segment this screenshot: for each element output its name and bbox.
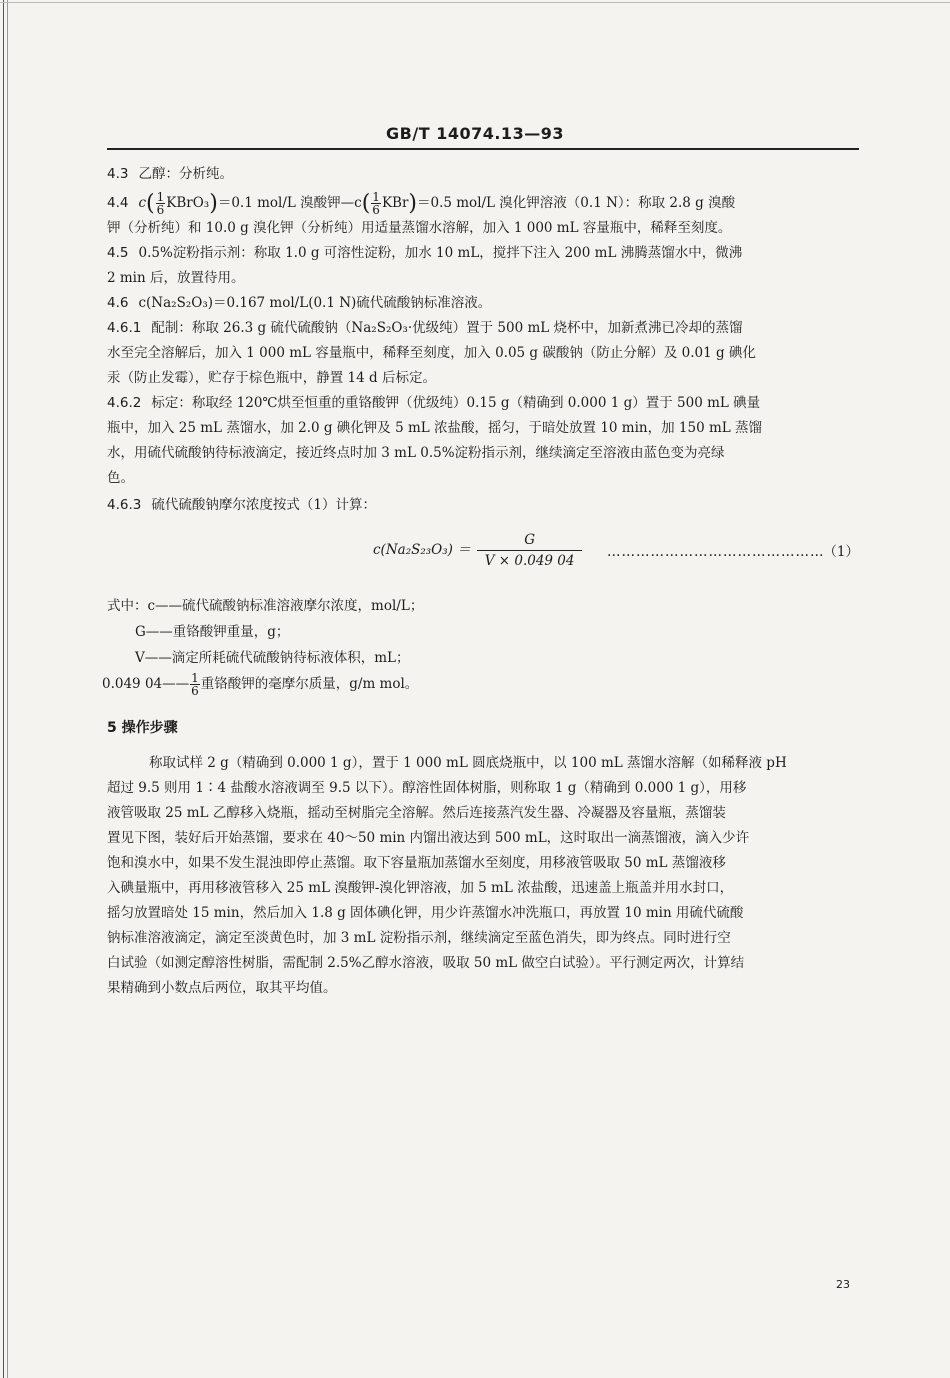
fraction-numerator: 1: [191, 671, 199, 685]
section-5-line: 钠标准溶液滴定，滴定至淡黄色时，加 3 mL 淀粉指示剂，继续滴定至蓝色消失，即为终点。同时进行空: [107, 930, 731, 946]
paren-close: ): [408, 191, 417, 216]
fraction-numerator: 1: [372, 190, 380, 204]
paren-open: (: [146, 191, 155, 216]
paren-close: ): [209, 191, 218, 216]
standard-number-header: GB/T 14074.13—93: [386, 124, 564, 143]
scan-edge-top: [0, 2, 950, 3]
item-4-6-3: [107, 493, 859, 518]
item-number: 4.6.1: [107, 320, 142, 336]
item-text: c(Na₂S₂O₃)＝0.167 mol/L(0.1 N)硫代硫酸钠标准溶液。: [138, 295, 492, 311]
equation-body: [373, 530, 582, 571]
section-5-line: 置见下图，装好后开始蒸馏，要求在 40～50 min 内馏出液达到 500 mL，这时取出一滴蒸馏液，滴入少许: [107, 830, 750, 846]
legend-row-g: G——重铬酸钾重量，g；: [135, 624, 290, 640]
equation-leader-dots: ………………………………………: [607, 544, 825, 560]
variable-legend: [102, 594, 859, 702]
equation-number: （1）: [823, 544, 859, 560]
document-body: [102, 162, 859, 1001]
fraction-numerator: 1: [156, 190, 165, 204]
item-4-4-line2: 钾（分析纯）和 10.0 g 溴化钾（分析纯）用适量蒸馏水溶解，加入 1 000 mL 容量瓶中，稀释至刻度。: [107, 220, 732, 236]
item-4-6-1-line2: 水至完全溶解后，加入 1 000 mL 容量瓶中，稀释至刻度，加入 0.05 g 碳酸钠（防止分解）及 0.01 g 碘化: [107, 345, 756, 361]
item-number: 4.5: [107, 245, 129, 261]
page-number: 23: [836, 1278, 850, 1291]
fraction-one-sixth: [190, 672, 200, 697]
item-4-6: [107, 291, 859, 316]
scan-edge: [3, 0, 4, 1378]
equation-fraction: [477, 530, 583, 571]
item-number: 4.6.3: [107, 497, 142, 513]
item-text: 硫代硫酸钠摩尔浓度按式（1）计算：: [151, 497, 376, 513]
section-5-line: 摇匀放置暗处 15 min，然后加入 1.8 g 固体碘化钾，用少许蒸馏水冲洗瓶口，再放置 10 min 用硫代硫酸: [107, 905, 744, 921]
fraction-denominator: 6: [156, 203, 165, 217]
equation-numerator: G: [477, 530, 583, 551]
symbol-c: c: [138, 195, 147, 211]
item-number: 4.6.2: [107, 395, 142, 411]
scan-edge-inner: [7, 0, 8, 1378]
formula-kbro3: KBrO₃: [166, 195, 210, 211]
item-4-6-1-line3: 汞（防止发霉），贮存于棕色瓶中，静置 14 d 后标定。: [107, 370, 436, 386]
equation-1: [107, 528, 859, 578]
section-5-line: 超过 9.5 则用 1∶4 盐酸水溶液调至 9.5 以下）。醇溶性固体树脂，则称取 1 g（精确到 0.000 1 g），用移: [107, 780, 747, 796]
fraction-one-sixth: [156, 191, 166, 216]
item-number: 4.4: [107, 195, 129, 211]
fraction-denominator: 6: [372, 203, 380, 217]
legend-row-v: V——滴定所耗硫代硫酸钠待标液体积，mL；: [135, 650, 410, 666]
item-4-6-2-line2: 瓶中，加入 25 mL 蒸馏水，加 2.0 g 碘化钾及 5 mL 浓盐酸，摇匀，于暗处放置 10 min，加 150 mL 蒸馏: [107, 420, 763, 436]
legend-row-c: [107, 594, 859, 620]
section-5-title: 5 操作步骤: [107, 720, 178, 736]
equation-lhs: c(Na₂S₂₃O₃) ＝: [373, 542, 471, 558]
item-4-6-2-line4: 色。: [107, 470, 134, 486]
item-4-6-1: [107, 316, 859, 341]
section-5-line: 称取试样 2 g（精确到 0.000 1 g），置于 1 000 mL 圆底烧瓶中，以 100 mL 蒸馏水溶解（如稀释液 pH: [149, 755, 787, 771]
header-rule: [107, 148, 859, 150]
legend-c: c——硫代硫酸钠标准溶液摩尔浓度，mol/L；: [147, 598, 424, 614]
paren-open: (: [361, 191, 371, 216]
section-5-line: 果精确到小数点后两位，取其平均值。: [107, 980, 337, 996]
item-number: 4.6: [107, 295, 129, 311]
fraction-denominator: 6: [191, 684, 199, 698]
item-text: 0.5%淀粉指示剂：称取 1.0 g 可溶性淀粉，加水 10 mL，搅拌下注入 200 mL 沸腾蒸馏水中，微沸: [138, 245, 743, 261]
item-text: 配制：称取 26.3 g 硫代硫酸钠（Na₂S₂O₃·优级纯）置于 500 mL 烧杯中，加新煮沸已冷却的蒸馏: [151, 320, 743, 336]
section-5-line: 入碘量瓶中，再用移液管移入 25 mL 溴酸钾-溴化钾溶液，加 5 mL 浓盐酸，迅速盖上瓶盖并用水封口，: [107, 880, 734, 896]
section-5-body: [107, 751, 859, 1001]
formula-kbr: KBr: [381, 195, 409, 211]
section-5-line: 液管吸取 25 mL 乙醇移入烧瓶，摇动至树脂完全溶解。然后连接蒸汽发生器、冷凝器及容量瓶，蒸馏装: [107, 805, 726, 821]
legend-row-constant: [102, 672, 859, 702]
section-5-line: 白试验（如测定醇溶性树脂，需配制 2.5%乙醇水溶液，吸取 50 mL 做空白试验）。平行测定两次，计算结: [107, 955, 745, 971]
item-4-5-line2: 2 min 后，放置待用。: [107, 270, 245, 286]
item-4-6-2: [107, 391, 859, 416]
item-text: 乙醇：分析纯。: [138, 166, 233, 182]
legend-constant-prefix: 0.049 04——: [102, 676, 190, 692]
item-4-4: [107, 191, 859, 216]
legend-intro: 式中：: [107, 598, 148, 614]
item-4-6-2-line3: 水，用硫代硫酸钠待标液滴定，接近终点时加 3 mL 0.5%淀粉指示剂，继续滴定至溶液由蓝色变为亮绿: [107, 445, 725, 461]
item-text: 标定：称取经 120℃烘至恒重的重铬酸钾（优级纯）0.15 g（精确到 0.000 1 g）置于 500 mL 碘量: [151, 395, 761, 411]
item-text-rest: ＝0.5 mol/L 溴化钾溶液（0.1 N）：称取 2.8 g 溴酸: [417, 195, 736, 211]
item-4-5: [107, 241, 859, 266]
section-5-line: 饱和溴水中，如果不发生混浊即停止蒸馏。取下容量瓶加蒸馏水至刻度，用移液管吸取 50 mL 蒸馏液移: [107, 855, 726, 871]
item-4-3: [107, 162, 859, 187]
item-number: 4.3: [107, 166, 129, 182]
fraction-one-sixth: [371, 191, 381, 216]
item-text-mid: ＝0.1 mol/L 溴酸钾—c: [217, 195, 362, 211]
equation-denominator: V × 0.049 04: [484, 553, 575, 569]
legend-constant-suffix: 重铬酸钾的毫摩尔质量，g/m mol。: [200, 676, 419, 692]
